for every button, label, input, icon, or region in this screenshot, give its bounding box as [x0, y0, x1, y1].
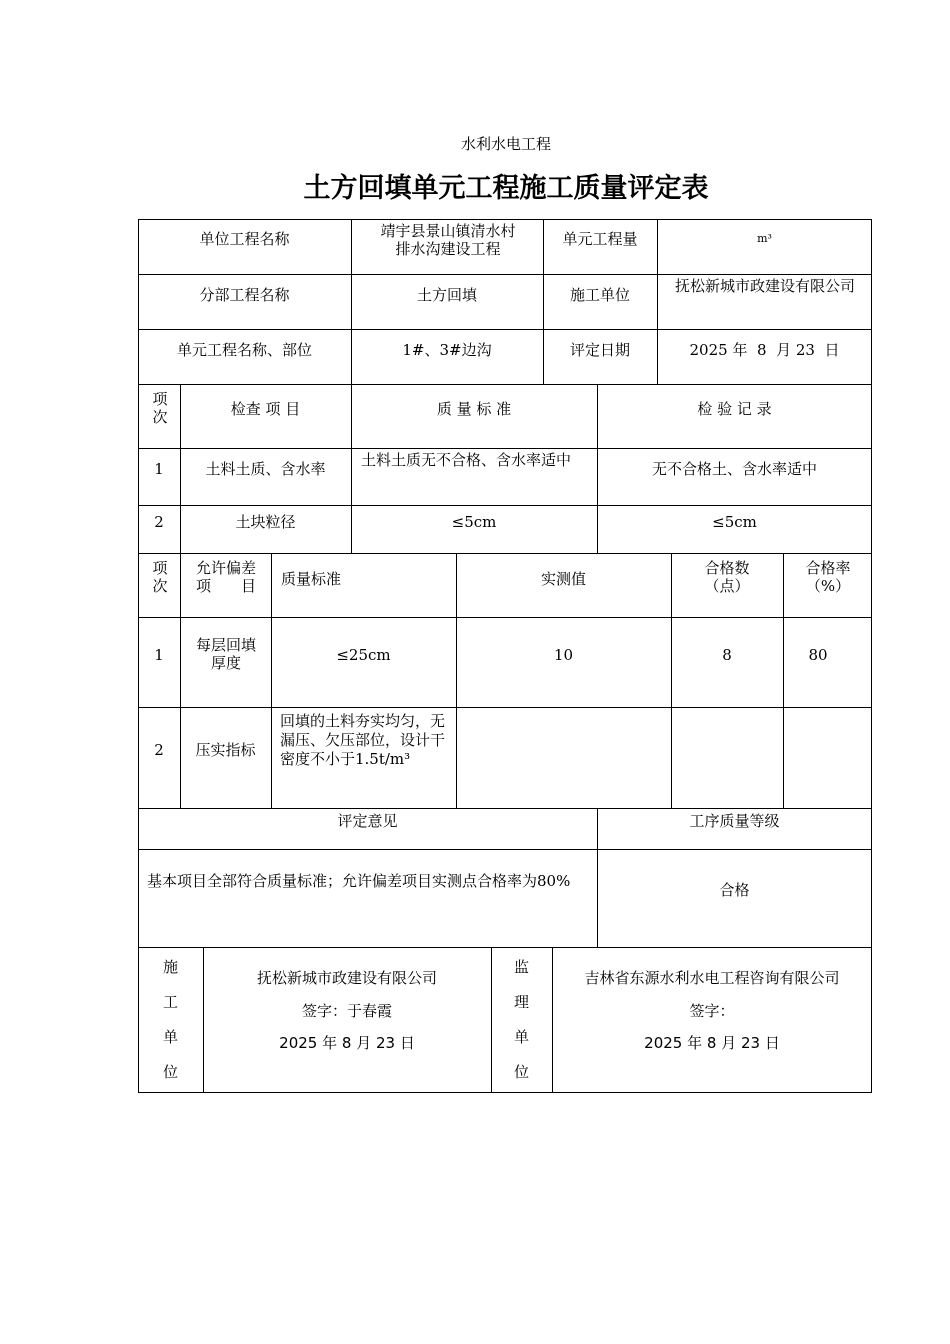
supervisor-signature: 签字： [689, 1002, 735, 1020]
row-divider [138, 505, 872, 506]
element-label: 单元工程名称、部位 [176, 341, 312, 359]
division-label: 分部工程名称 [199, 286, 290, 304]
row-divider [138, 329, 872, 330]
supervisor-sign-label [491, 950, 552, 1090]
inspection-row-standard: ≤5cm [451, 513, 497, 531]
col-divider [671, 553, 672, 808]
row-divider [138, 553, 872, 554]
col-divider [180, 553, 181, 808]
contractor-label: 施工单位 [569, 286, 630, 304]
row-divider [138, 274, 872, 275]
tolerance-col-no: 项次 [152, 559, 168, 595]
supervisor-sign-date: 2025 年 8 月 23 日 [644, 1034, 780, 1052]
tolerance-col-pass-count: 合格数（点） [704, 559, 750, 595]
contractor-company-name: 抚松新城市政建设有限公司 [256, 969, 437, 987]
inspection-col-item: 检查 项 目 [230, 400, 301, 418]
contractor-sign-date: 2025 年 8 月 23 日 [279, 1034, 415, 1052]
quantity-label: 单元工程量 [562, 230, 638, 248]
contractor-sign-label [138, 950, 203, 1090]
label-char: 单 [513, 1028, 529, 1046]
label-char: 位 [162, 1063, 178, 1081]
tolerance-col-pass-rate: 合格率（%） [805, 559, 851, 595]
tolerance-col-measured: 实测值 [540, 570, 586, 588]
tolerance-row-pass-rate: 80 [808, 646, 828, 664]
quantity-value [657, 230, 872, 248]
date-value: 2025 年 8 月 23 日 [689, 341, 840, 359]
inspection-col-standard: 质 量 标 准 [436, 400, 512, 418]
tolerance-row-item: 压实指标 [195, 741, 256, 759]
label-char: 位 [513, 1063, 529, 1081]
grade-value: 合格 [719, 881, 750, 899]
inspection-row-no: 2 [154, 513, 164, 531]
element-value: 1#、3#边沟 [402, 341, 492, 359]
unit-project-value: 靖宇县景山镇清水村排水沟建设工程 [380, 222, 516, 258]
row-divider [138, 849, 872, 850]
opinion-text: 基本项目全部符合质量标准；允许偏差项目实测点合格率为80% [147, 872, 571, 890]
label-char: 监 [513, 958, 529, 976]
col-divider [783, 553, 784, 808]
contractor-value: 抚松新城市政建设有限公司 [674, 277, 855, 295]
inspection-row-record: ≤5cm [712, 513, 757, 531]
supervisor-company-name: 吉林省东源水利水电工程咨询有限公司 [584, 969, 840, 987]
grade-label: 工序质量等级 [689, 812, 780, 830]
row-divider [138, 808, 872, 809]
inspection-row-no: 1 [154, 460, 164, 478]
label-char: 理 [513, 993, 529, 1011]
tolerance-row-measured: 10 [553, 646, 574, 664]
inspection-row-item: 土块粒径 [235, 513, 296, 531]
row-divider [138, 947, 872, 948]
inspection-col-no: 项次 [152, 390, 168, 426]
label-char: 施 [162, 958, 178, 976]
inspection-row-item: 土料土质、含水率 [205, 460, 326, 478]
document-subtitle: 水利水电工程 [460, 135, 551, 153]
tolerance-row-standard: 回填的土料夯实均匀，无漏压、欠压部位，设计干密度不小于1.5t/m³ [280, 712, 446, 768]
unit-project-label: 单位工程名称 [199, 230, 290, 248]
col-divider [456, 553, 457, 808]
contractor-signature: 签字：于春霞 [301, 1002, 392, 1020]
quantity-unit: m³ [757, 232, 772, 245]
col-divider [271, 553, 272, 808]
tolerance-row-item: 每层回填厚度 [195, 636, 256, 672]
tolerance-row-pass-count: 8 [722, 646, 732, 664]
date-label: 评定日期 [569, 341, 630, 359]
inspection-row-standard: 土料土质无不合格、含水率适中 [361, 451, 572, 469]
division-value: 土方回填 [416, 286, 477, 304]
document-title: 土方回填单元工程施工质量评定表 [303, 173, 709, 204]
tolerance-col-standard: 质量标准 [281, 570, 342, 588]
inspection-row-record: 无不合格土、含水率适中 [651, 460, 817, 478]
row-divider [138, 617, 872, 618]
tolerance-row-no: 1 [154, 646, 164, 664]
opinion-label: 评定意见 [337, 812, 398, 830]
label-char: 工 [162, 993, 178, 1011]
tolerance-col-item: 允许偏差项 目 [195, 559, 256, 595]
tolerance-row-standard: ≤25cm [336, 646, 391, 664]
row-divider [138, 448, 872, 449]
row-divider [138, 384, 872, 385]
inspection-col-record: 检 验 记 录 [697, 400, 772, 418]
tolerance-row-no: 2 [154, 741, 164, 759]
label-char: 单 [162, 1028, 178, 1046]
row-divider [138, 707, 872, 708]
